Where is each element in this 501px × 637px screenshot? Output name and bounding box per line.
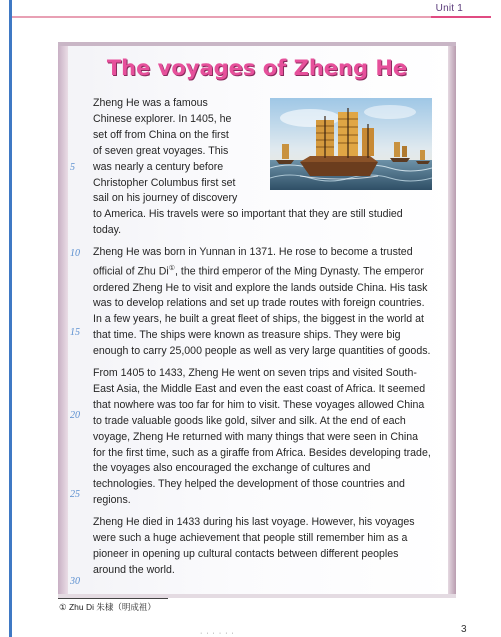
footnote: ① Zhu Di 朱棣（明成祖）: [59, 602, 156, 612]
paragraph-2-start: Zheng He was born in Yunnan in 1371. He rose to become a trusted official of Zhu Di: [93, 246, 413, 278]
paragraph-2: [93, 245, 433, 360]
card-right-edge: [448, 42, 456, 598]
paragraph-1-rest: to America. His travels were so important that they are still studied today.: [93, 208, 403, 237]
line-number-10: 10: [70, 248, 80, 259]
unit-label: Unit 1: [435, 3, 463, 14]
line-number-30: 30: [70, 576, 80, 587]
paragraph-1-line: sail on his journey of discovery: [93, 192, 238, 205]
paragraph-1-line: set off from China on the first: [93, 128, 229, 141]
line-number-20: 20: [70, 410, 80, 421]
paragraph-1-line: was nearly a century before: [93, 160, 224, 173]
page-margin-rule: [9, 0, 12, 637]
paragraph-1-line: of seven great voyages. This: [93, 144, 229, 157]
footnote-rule: [58, 598, 168, 599]
paragraph-1-line: Christopher Columbus first set: [93, 176, 236, 189]
paragraph-1-line: Zheng He was a famous: [93, 97, 208, 109]
bottom-scraps: · · · · · ·: [200, 630, 235, 637]
line-number-25: 25: [70, 489, 80, 500]
article-body: [93, 96, 433, 585]
card-left-edge: [58, 42, 68, 598]
paragraph-4: Zheng He died in 1433 during his last voyage. However, his voyages were such a huge achievement that people still remember him as a pioneer in opening up cultural contacts between different peoples around the world.: [93, 516, 415, 576]
page-title: The voyages of Zheng He: [106, 56, 408, 80]
card-top-edge: [58, 42, 456, 46]
footnote-marker: ①: [168, 265, 176, 273]
paragraph-1-line: Chinese explorer. In 1405, he: [93, 112, 232, 125]
paragraph-2-end: , the third emperor of the Ming Dynasty. The emperor ordered Zheng He to visit and explore the lands outside China. His task was to develop relations and set up trade routes with foreign countries. In a few years, he built a great fleet of ships, the biggest in the world at that time. The ships were known as treasure ships. They were big enough to carry 25,000 people as well as very large quantities of goods.: [93, 265, 431, 358]
paragraph-1: [93, 96, 433, 239]
line-number-5: 5: [70, 162, 75, 173]
line-number-15: 15: [70, 327, 80, 338]
paragraph-3: From 1405 to 1433, Zheng He went on seven trips and visited South-East Asia, the Middle East and even the east coast of Africa. It seemed that nowhere was too far for him to visit. These voyages allowed China to trade valuable goods like gold, silver and silk. At the end of each voyage, Zheng He returned with many things that were seen in China for the first time, such as a giraffe from Africa. Besides developing trade, the voyages also encouraged the exchange of cultures and technologies. They helped the development of those countries and regions.: [93, 367, 431, 507]
page-number: 3: [461, 624, 467, 635]
header-rule: [12, 16, 488, 18]
